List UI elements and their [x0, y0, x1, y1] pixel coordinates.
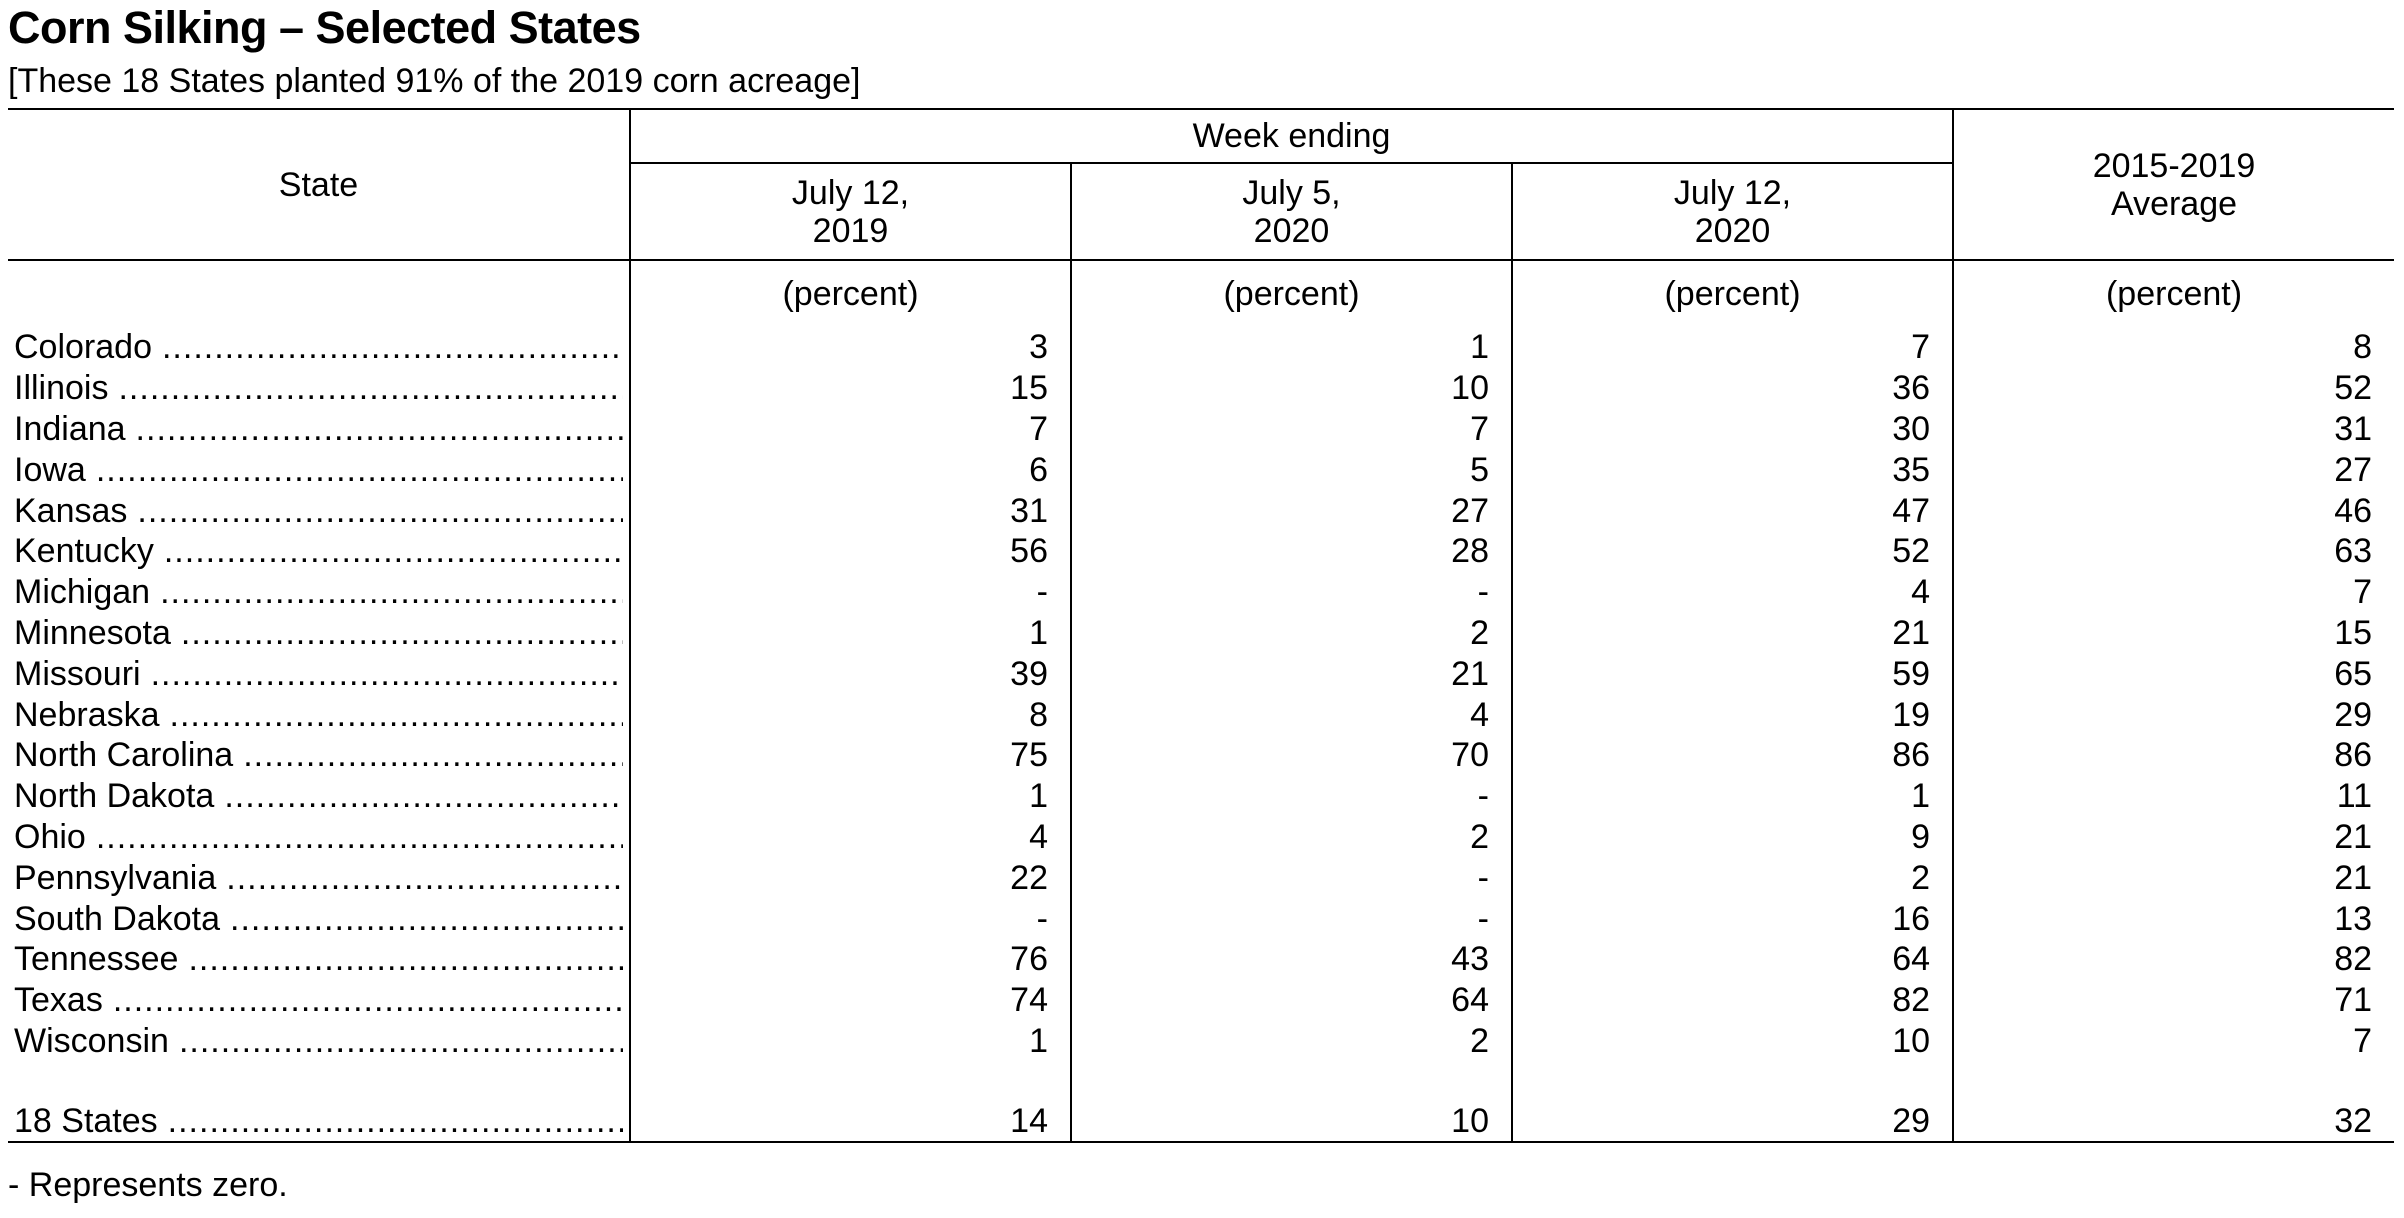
unit-cell: (percent): [630, 260, 1071, 327]
table-row: [8, 776, 2394, 817]
unit-cell: (percent): [1512, 260, 1953, 327]
value-cell: 27: [1071, 490, 1512, 531]
value-cell: 36: [1512, 368, 1953, 409]
value-cell: 21: [1953, 817, 2394, 858]
table-row: [8, 613, 2394, 654]
value-cell: 10: [1512, 1021, 1953, 1062]
value-cell: 6: [630, 449, 1071, 490]
col2-line2: 2020: [1253, 211, 1330, 250]
table-row: [8, 694, 2394, 735]
value-cell: 86: [1512, 735, 1953, 776]
state-cell: [8, 572, 630, 613]
value-cell: 63: [1953, 531, 2394, 572]
dot-leader: [226, 858, 623, 898]
value-cell: 46: [1953, 490, 2394, 531]
state-name: Tennessee: [14, 940, 179, 979]
value-cell: 7: [1953, 572, 2394, 613]
value-cell: 82: [1512, 980, 1953, 1021]
col-july12-2020-header: [1512, 163, 1953, 260]
table-row: [8, 939, 2394, 980]
week-ending-header: Week ending: [630, 109, 1953, 163]
value-cell: 10: [1071, 1101, 1512, 1142]
value-cell: 7: [1512, 327, 1953, 368]
dot-leader: [96, 450, 623, 490]
state-column-header: State: [8, 109, 630, 260]
unit-cell-blank: [8, 260, 630, 327]
unit-cell: (percent): [1071, 260, 1512, 327]
col3-line1: July 12,: [1673, 173, 1792, 212]
state-cell: [8, 613, 630, 654]
total-row: [8, 1101, 2394, 1142]
state-name: Michigan: [14, 573, 151, 612]
value-cell: 52: [1512, 531, 1953, 572]
state-cell: [8, 817, 630, 858]
unit-row: [8, 260, 2394, 327]
dot-leader: [96, 817, 623, 857]
value-cell: 56: [630, 531, 1071, 572]
table-row: [8, 817, 2394, 858]
table-row: [8, 980, 2394, 1021]
value-cell: 29: [1512, 1101, 1953, 1142]
state-cell: [8, 1021, 630, 1062]
value-cell: 47: [1512, 490, 1953, 531]
value-cell: 22: [630, 857, 1071, 898]
value-cell: 13: [1953, 898, 2394, 939]
value-cell: 4: [1512, 572, 1953, 613]
page-subtitle: [These 18 States planted 91% of the 2019 corn acreage]: [8, 62, 861, 100]
dot-leader: [164, 531, 623, 571]
table-row: [8, 1021, 2394, 1062]
state-cell: [8, 939, 630, 980]
state-cell: [8, 490, 630, 531]
dot-leader: [170, 695, 623, 735]
spacer-cell: [1512, 1061, 1953, 1101]
value-cell: 64: [1071, 980, 1512, 1021]
value-cell: -: [630, 572, 1071, 613]
value-cell: 35: [1512, 449, 1953, 490]
col2-line1: July 5,: [1242, 173, 1341, 212]
value-cell: 2: [1071, 817, 1512, 858]
value-cell: 64: [1512, 939, 1953, 980]
value-cell: 2: [1071, 613, 1512, 654]
value-cell: 2: [1512, 857, 1953, 898]
col-july5-2020-header: [1071, 163, 1512, 260]
dot-leader: [168, 1101, 623, 1141]
dot-leader: [137, 491, 623, 531]
state-name: Texas: [14, 981, 103, 1020]
value-cell: 7: [1953, 1021, 2394, 1062]
state-name: South Dakota: [14, 899, 221, 938]
value-cell: -: [1071, 898, 1512, 939]
state-cell: [8, 898, 630, 939]
state-cell: [8, 857, 630, 898]
state-name: Pennsylvania: [14, 858, 217, 897]
value-cell: 4: [1071, 694, 1512, 735]
state-cell: [8, 368, 630, 409]
state-name: Kentucky: [14, 532, 154, 571]
table-row: [8, 531, 2394, 572]
table-row: [8, 327, 2394, 368]
corn-silking-table: [8, 108, 2394, 1143]
state-name: Kansas: [14, 491, 128, 530]
state-cell: [8, 694, 630, 735]
value-cell: -: [1071, 776, 1512, 817]
value-cell: 71: [1953, 980, 2394, 1021]
value-cell: 11: [1953, 776, 2394, 817]
table-row: [8, 409, 2394, 450]
value-cell: 8: [1953, 327, 2394, 368]
value-cell: 14: [630, 1101, 1071, 1142]
value-cell: 15: [1953, 613, 2394, 654]
state-cell: [8, 531, 630, 572]
spacer-cell: [1953, 1061, 2394, 1101]
value-cell: 19: [1512, 694, 1953, 735]
dot-leader: [230, 899, 623, 939]
state-cell: [8, 1101, 630, 1142]
state-name: Illinois: [14, 369, 109, 408]
state-name: Colorado: [14, 328, 152, 367]
average-column-header: [1953, 109, 2394, 260]
state-name: North Dakota: [14, 777, 215, 816]
value-cell: 2: [1071, 1021, 1512, 1062]
value-cell: 28: [1071, 531, 1512, 572]
spacer-row: [8, 1061, 2394, 1101]
value-cell: 86: [1953, 735, 2394, 776]
value-cell: 31: [630, 490, 1071, 531]
value-cell: 52: [1953, 368, 2394, 409]
dot-leader: [118, 368, 623, 408]
average-header-line2: Average: [2111, 184, 2238, 223]
value-cell: 16: [1512, 898, 1953, 939]
state-cell: [8, 735, 630, 776]
value-cell: 1: [1512, 776, 1953, 817]
footnote: - Represents zero.: [8, 1166, 288, 1204]
dot-leader: [181, 613, 623, 653]
value-cell: 4: [630, 817, 1071, 858]
value-cell: -: [1071, 857, 1512, 898]
value-cell: 75: [630, 735, 1071, 776]
state-name: North Carolina: [14, 736, 234, 775]
dot-leader: [243, 735, 623, 775]
dot-leader: [113, 980, 623, 1020]
value-cell: 15: [630, 368, 1071, 409]
value-cell: 32: [1953, 1101, 2394, 1142]
value-cell: -: [1071, 572, 1512, 613]
value-cell: 59: [1512, 653, 1953, 694]
dot-leader: [160, 572, 623, 612]
value-cell: 1: [630, 1021, 1071, 1062]
state-name: Minnesota: [14, 613, 171, 652]
col1-line1: July 12,: [791, 173, 910, 212]
table-body: [8, 260, 2394, 1142]
table-row: [8, 898, 2394, 939]
state-cell: [8, 653, 630, 694]
state-name: Ohio: [14, 817, 86, 856]
value-cell: -: [630, 898, 1071, 939]
state-name: 18 States: [14, 1102, 158, 1141]
state-name: Nebraska: [14, 695, 160, 734]
dot-leader: [179, 1021, 623, 1061]
value-cell: 9: [1512, 817, 1953, 858]
value-cell: 7: [630, 409, 1071, 450]
state-name: Missouri: [14, 654, 141, 693]
table-row: [8, 653, 2394, 694]
table-row: [8, 857, 2394, 898]
page-title: Corn Silking – Selected States: [8, 2, 641, 53]
dot-leader: [136, 409, 623, 449]
value-cell: 30: [1512, 409, 1953, 450]
spacer-cell: [630, 1061, 1071, 1101]
value-cell: 43: [1071, 939, 1512, 980]
value-cell: 8: [630, 694, 1071, 735]
dot-leader: [162, 327, 623, 367]
value-cell: 70: [1071, 735, 1512, 776]
average-header-line1: 2015-2019: [2092, 146, 2256, 185]
spacer-cell: [1071, 1061, 1512, 1101]
spacer-cell: [8, 1061, 630, 1101]
state-cell: [8, 776, 630, 817]
value-cell: 31: [1953, 409, 2394, 450]
value-cell: 29: [1953, 694, 2394, 735]
value-cell: 10: [1071, 368, 1512, 409]
value-cell: 7: [1071, 409, 1512, 450]
value-cell: 21: [1512, 613, 1953, 654]
dot-leader: [224, 776, 623, 816]
table-row: [8, 449, 2394, 490]
table-row: [8, 735, 2394, 776]
value-cell: 82: [1953, 939, 2394, 980]
state-name: Iowa: [14, 450, 86, 489]
col3-line2: 2020: [1694, 211, 1771, 250]
state-name: Indiana: [14, 409, 126, 448]
state-cell: [8, 409, 630, 450]
value-cell: 21: [1953, 857, 2394, 898]
state-cell: [8, 449, 630, 490]
value-cell: 3: [630, 327, 1071, 368]
state-name: Wisconsin: [14, 1021, 169, 1060]
table-row: [8, 368, 2394, 409]
value-cell: 74: [630, 980, 1071, 1021]
value-cell: 39: [630, 653, 1071, 694]
unit-cell: (percent): [1953, 260, 2394, 327]
dot-leader: [188, 939, 623, 979]
col1-line2: 2019: [812, 211, 889, 250]
table-row: [8, 490, 2394, 531]
state-cell: [8, 327, 630, 368]
value-cell: 21: [1071, 653, 1512, 694]
dot-leader: [151, 654, 623, 694]
value-cell: 65: [1953, 653, 2394, 694]
value-cell: 5: [1071, 449, 1512, 490]
state-cell: [8, 980, 630, 1021]
value-cell: 27: [1953, 449, 2394, 490]
value-cell: 1: [630, 613, 1071, 654]
value-cell: 1: [1071, 327, 1512, 368]
table-row: [8, 572, 2394, 613]
value-cell: 76: [630, 939, 1071, 980]
col-july12-2019-header: [630, 163, 1071, 260]
value-cell: 1: [630, 776, 1071, 817]
